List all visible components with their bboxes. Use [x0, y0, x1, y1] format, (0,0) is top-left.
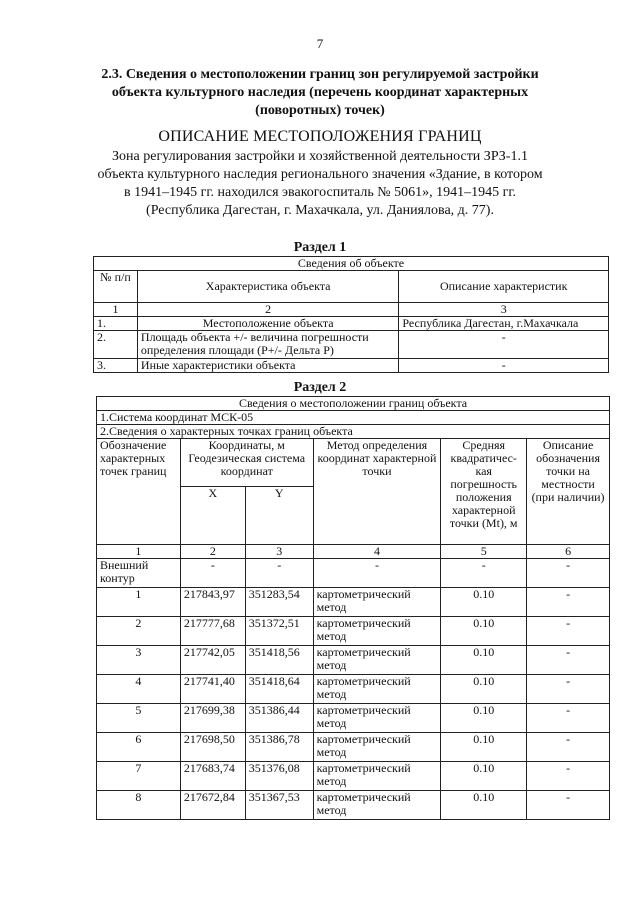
point-x: 217698,50	[180, 733, 245, 762]
point-x: 217672,84	[180, 791, 245, 820]
point-error: 0.10	[441, 588, 527, 617]
point-method: картометрический метод	[313, 704, 441, 733]
table-row	[94, 359, 609, 373]
point-method: картометрический метод	[313, 675, 441, 704]
point-marking: -	[527, 733, 610, 762]
contour-x: -	[180, 559, 245, 588]
point-y: 351418,64	[245, 675, 313, 704]
header-num: № п/п	[94, 271, 138, 303]
table-row	[97, 559, 610, 588]
row-characteristic: Площадь объекта +/- величина погрешности определения площади (Р+/- Дельта Р)	[137, 331, 398, 359]
header-method: Метод определения координат характерной точки	[313, 439, 441, 545]
point-marking: -	[527, 588, 610, 617]
point-y: 351418,56	[245, 646, 313, 675]
point-id: 1	[97, 588, 181, 617]
point-x: 217843,97	[180, 588, 245, 617]
point-y: 351372,51	[245, 617, 313, 646]
contour-method: -	[313, 559, 441, 588]
point-x: 217742,05	[180, 646, 245, 675]
point-id: 7	[97, 762, 181, 791]
point-error: 0.10	[441, 646, 527, 675]
point-error: 0.10	[441, 733, 527, 762]
point-y: 351376,08	[245, 762, 313, 791]
table-row	[97, 646, 610, 675]
table-row	[97, 733, 610, 762]
page-number: 7	[316, 36, 324, 51]
coordinate-system: 1.Система координат МСК-05	[97, 411, 610, 425]
point-method: картометрический метод	[313, 762, 441, 791]
object-info-table	[93, 256, 609, 373]
header-error: Средняя квадратичес-кая погрешность положения характерной точки (Mt), м	[441, 439, 527, 545]
point-id: 4	[97, 675, 181, 704]
object-info-table-title: Сведения об объекте	[94, 257, 609, 271]
point-id: 2	[97, 617, 181, 646]
heading-line-3: (поворотных) точек)	[255, 103, 385, 118]
boundary-table-title: Сведения о местоположении границ объекта	[97, 397, 610, 411]
header-coords-label: Координаты, м	[208, 438, 285, 452]
point-y: 351283,54	[245, 588, 313, 617]
section-heading	[60, 66, 580, 120]
col-number: 4	[313, 545, 441, 559]
point-method: картометрический метод	[313, 588, 441, 617]
point-id: 6	[97, 733, 181, 762]
row-description: Республика Дагестан, г.Махачкала	[399, 317, 609, 331]
table-row	[97, 704, 610, 733]
description-line-2: объекта культурного наследия регионального значения «Здание, в котором	[97, 167, 543, 182]
header-x: X	[180, 487, 245, 545]
table-row	[97, 791, 610, 820]
row-num: 3.	[94, 359, 138, 373]
col-number: 2	[137, 303, 398, 317]
points-caption: 2.Сведения о характерных точках границ объекта	[97, 425, 610, 439]
heading-line-1: 2.3. Сведения о местоположении границ зон регулируемой застройки	[101, 67, 539, 82]
header-description: Описание характеристик	[399, 271, 609, 303]
section1-title: Раздел 1	[293, 240, 347, 255]
col-number: 6	[527, 545, 610, 559]
point-id: 3	[97, 646, 181, 675]
point-error: 0.10	[441, 675, 527, 704]
header-geodetic-label: Геодезическая система координат	[188, 451, 306, 478]
point-marking: -	[527, 704, 610, 733]
row-num: 2.	[94, 331, 138, 359]
boundary-points-table	[96, 396, 610, 820]
description-body	[40, 148, 600, 220]
description-line-4: (Республика Дагестан, г. Махачкала, ул. Даниялова, д. 77).	[146, 203, 494, 218]
point-method: картометрический метод	[313, 646, 441, 675]
col-number: 1	[97, 545, 181, 559]
point-method: картометрический метод	[313, 791, 441, 820]
contour-label: Внешний контур	[97, 559, 181, 588]
point-id: 5	[97, 704, 181, 733]
description-line-3: в 1941–1945 гг. находился эвакогоспиталь № 5061», 1941–1945 гг.	[124, 185, 516, 200]
section2-title: Раздел 2	[293, 380, 347, 395]
contour-error: -	[441, 559, 527, 588]
description-line-1: Зона регулирования застройки и хозяйственной деятельности ЗРЗ-1.1	[112, 149, 528, 164]
description-title: ОПИСАНИЕ МЕСТОПОЛОЖЕНИЯ ГРАНИЦ	[158, 128, 482, 145]
points-body	[97, 588, 610, 820]
point-marking: -	[527, 791, 610, 820]
col-number: 3	[245, 545, 313, 559]
point-marking: -	[527, 762, 610, 791]
table-row	[94, 331, 609, 359]
header-characteristic: Характеристика объекта	[137, 271, 398, 303]
table-row	[97, 588, 610, 617]
heading-line-2: объекта культурного наследия (перечень координат характерных	[111, 85, 529, 100]
col-number: 1	[94, 303, 138, 317]
table-row	[97, 762, 610, 791]
point-error: 0.10	[441, 762, 527, 791]
point-marking: -	[527, 646, 610, 675]
point-id: 8	[97, 791, 181, 820]
point-marking: -	[527, 675, 610, 704]
row-characteristic: Иные характеристики объекта	[137, 359, 398, 373]
col-number: 2	[180, 545, 245, 559]
point-x: 217741,40	[180, 675, 245, 704]
point-error: 0.10	[441, 704, 527, 733]
contour-y: -	[245, 559, 313, 588]
point-y: 351386,44	[245, 704, 313, 733]
point-x: 217683,74	[180, 762, 245, 791]
row-description: -	[399, 331, 609, 359]
header-coordinates	[180, 439, 313, 487]
point-y: 351367,53	[245, 791, 313, 820]
contour-marking: -	[527, 559, 610, 588]
row-characteristic: Местоположение объекта	[137, 317, 398, 331]
table-row	[97, 617, 610, 646]
point-method: картометрический метод	[313, 733, 441, 762]
point-y: 351386,78	[245, 733, 313, 762]
point-marking: -	[527, 617, 610, 646]
point-error: 0.10	[441, 617, 527, 646]
header-designation: Обозначение характерных точек границ	[97, 439, 181, 545]
header-y: Y	[245, 487, 313, 545]
point-x: 217777,68	[180, 617, 245, 646]
row-description: -	[399, 359, 609, 373]
point-method: картометрический метод	[313, 617, 441, 646]
table-row	[97, 675, 610, 704]
table-row	[94, 317, 609, 331]
header-marking: Описание обозначения точки на местности (при наличии)	[527, 439, 610, 545]
col-number: 5	[441, 545, 527, 559]
point-error: 0.10	[441, 791, 527, 820]
row-num: 1.	[94, 317, 138, 331]
col-number: 3	[399, 303, 609, 317]
point-x: 217699,38	[180, 704, 245, 733]
